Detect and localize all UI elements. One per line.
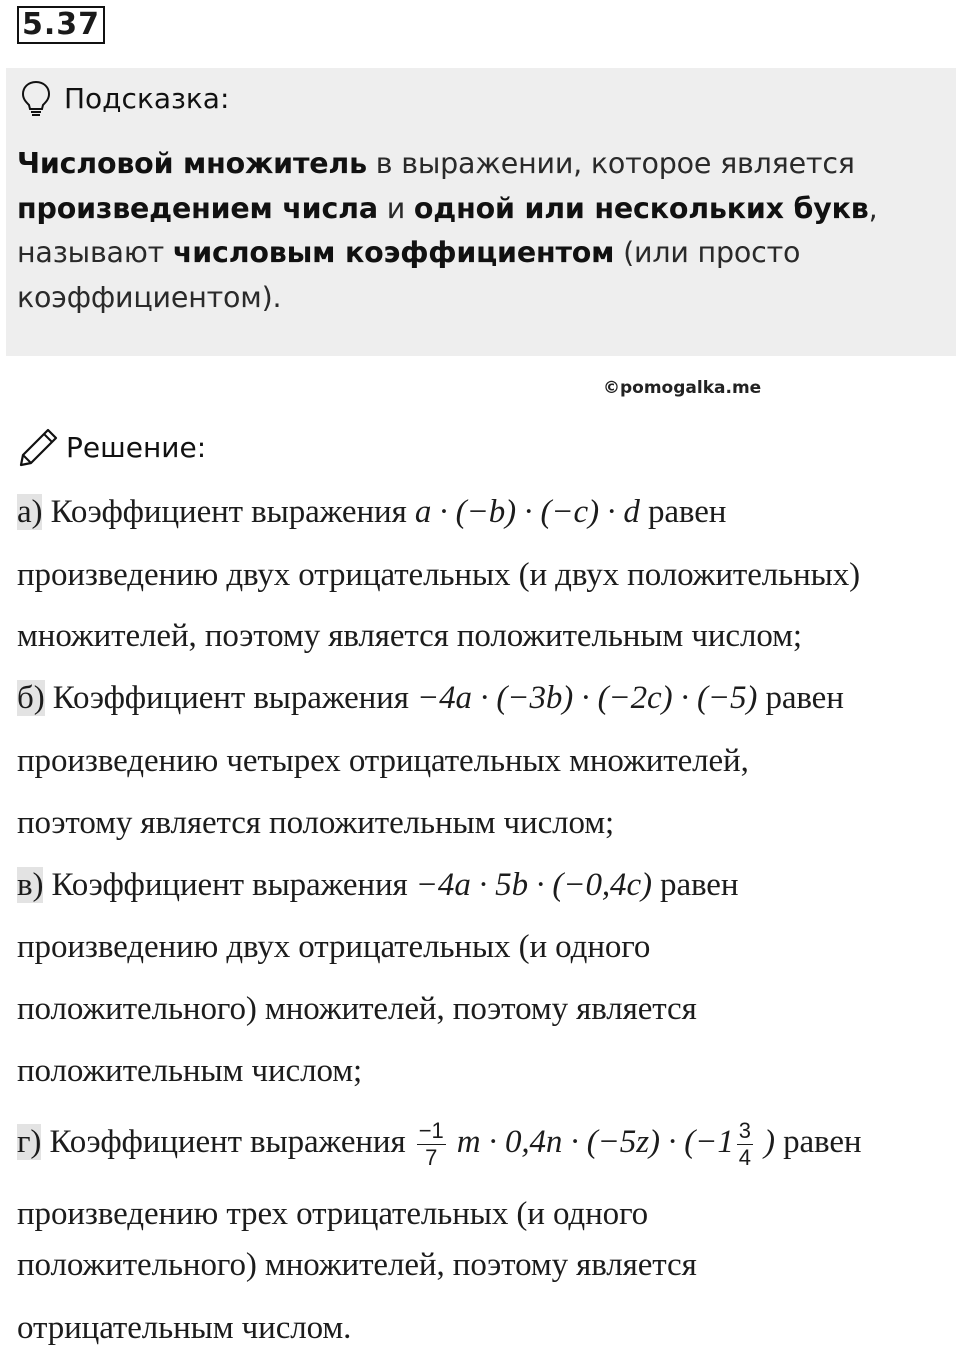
solution-v-line4: положительным числом; (17, 1053, 363, 1089)
math-expression: a · (−b) · (−c) · d (414, 494, 640, 530)
math-expression: m · 0,4n · (−5z) · (−1 (448, 1124, 734, 1160)
fraction-numerator: 3 (738, 1117, 751, 1143)
solution-text: Коэффициент выражения (43, 867, 416, 903)
hint-term: произведением числа (17, 191, 378, 225)
solution-v-line1 (17, 867, 738, 904)
hint-text (17, 142, 937, 320)
lightbulb-icon (20, 80, 52, 116)
fraction (737, 1118, 753, 1171)
item-marker: г) (17, 1124, 42, 1160)
solution-g-line2: произведению трех отрицательных (и одного (17, 1196, 649, 1232)
hint-text-span: (или просто (614, 236, 801, 269)
solution-text: равен (757, 680, 844, 716)
fraction-denominator: 7 (425, 1144, 438, 1170)
solution-a-line3: множителей, поэтому является положительным числом; (17, 618, 802, 654)
hint-header (20, 80, 229, 116)
hint-title: Подсказка: (64, 81, 230, 115)
solution-text: равен (651, 867, 739, 903)
hint-text-span: называют (17, 236, 173, 269)
solution-text: Коэффициент выражения (44, 680, 417, 716)
solution-text: Коэффициент выражения (42, 494, 415, 530)
solution-title: Решение: (66, 430, 207, 464)
solution-b-line2: произведению четырех отрицательных множителей, (17, 743, 749, 779)
math-expression: −4a · (−3b) · (−2c) · (−5) (416, 680, 758, 716)
solution-text: равен (774, 1124, 862, 1160)
pencil-icon (18, 426, 60, 468)
solution-g-line4: отрицательным числом. (17, 1310, 352, 1346)
item-marker: а) (17, 494, 43, 530)
fraction-denominator: 4 (738, 1144, 751, 1170)
math-expression: −4a · 5b · (−0,4c) (415, 867, 652, 903)
solution-text: Коэффициент выражения (41, 1124, 414, 1160)
hint-term: одной или нескольких букв (413, 191, 869, 225)
watermark: ©pomogalka.me (603, 378, 762, 398)
math-expression: ) (755, 1124, 775, 1160)
solution-b-line3: поэтому является положительным числом; (17, 805, 615, 841)
solution-text: равен (639, 494, 727, 530)
solution-b-line1 (17, 680, 844, 717)
hint-text-span: коэффициентом). (17, 280, 282, 314)
fraction (417, 1118, 446, 1171)
solution-g-line1 (17, 1112, 861, 1172)
hint-text-span: , (868, 191, 878, 225)
item-marker: в) (17, 867, 44, 903)
solution-header (18, 425, 206, 469)
solution-a-line2: произведению двух отрицательных (и двух положительных) (17, 557, 861, 593)
fraction-numerator: −1 (418, 1117, 444, 1143)
solution-g-line3: положительного) множителей, поэтому является (17, 1247, 697, 1283)
hint-text-span: в выражении, которое является (366, 147, 855, 180)
hint-text-span: и (377, 191, 414, 225)
hint-term: Числовой множитель (17, 147, 367, 180)
solution-v-line2: произведению двух отрицательных (и одного (17, 929, 651, 965)
item-marker: б) (17, 680, 45, 716)
solution-v-line3: положительного) множителей, поэтому является (17, 991, 697, 1027)
hint-term: числовым коэффициентом (172, 236, 615, 269)
solution-a-line1 (17, 494, 726, 531)
task-number: 5.37 (17, 6, 105, 44)
